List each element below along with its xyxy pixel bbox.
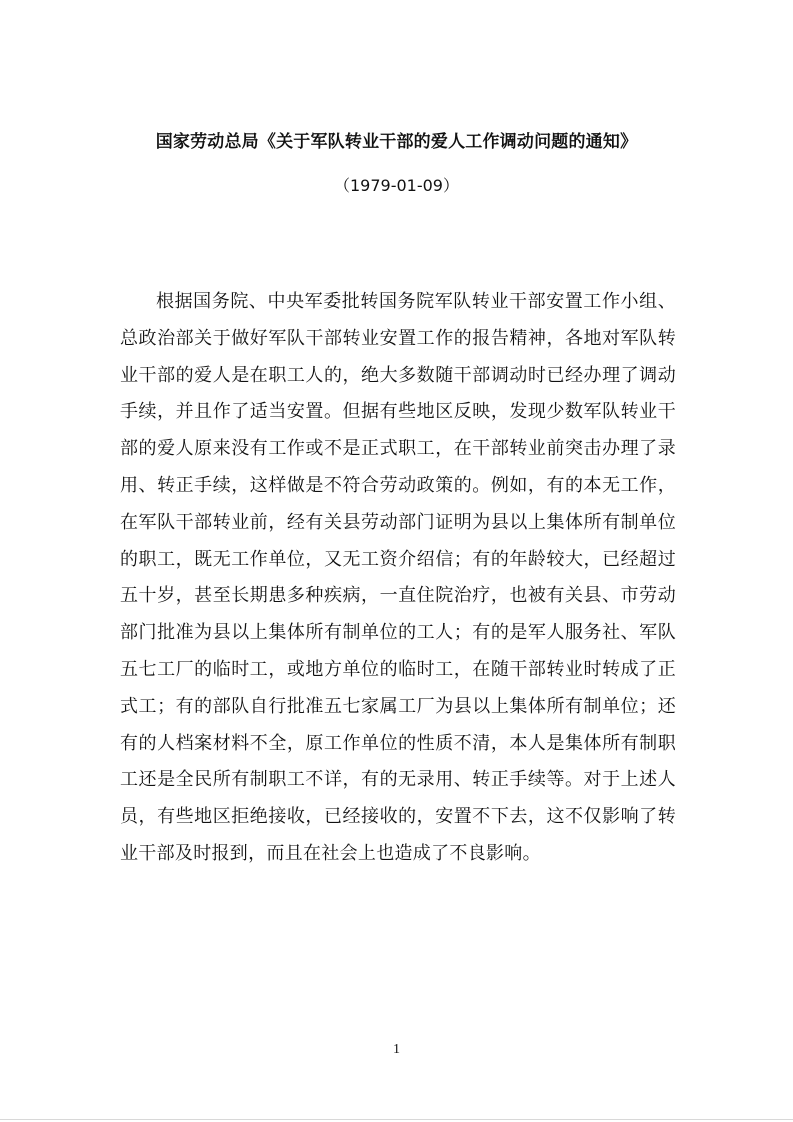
document-title: 国家劳动总局《关于军队转业干部的爱人工作调动问题的通知》 [155,132,638,152]
document-date: （1979-01-09） [334,176,459,195]
body-paragraph: 根据国务院、中央军委批转国务院军队转业干部安置工作小组、总政治部关于做好军队干部转业安置工作的报告精神，各地对军队转业干部的爱人是在职工人的，绝大多数随干部调动时已经办理了调动手续，并且作了适当安置。但据有些地区反映，发现少数军队转业干部的爱人原来没有工作或不是正式职工，在干部转业前突击办理了录用、转正手续，这样做是不符合劳动政策的。例如，有的本无工作，在军队干部转业前，经有关县劳动部门证明为县以上集体所有制单位的职工，既无工作单位，又无工资介绍信；有的年龄较大，已经超过五十岁，甚至长期患多种疾病，一直住院治疗，也被有关县、市劳动部门批准为县以上集体所有制单位的工人；有的是军人服务社、军队五七工厂的临时工，或地方单位的临时工，在随干部转业时转成了正式工；有的部队自行批准五七家属工厂为县以上集体所有制单位；还有的人档案材料不全，原工作单位的性质不清，本人是集体所有制职工还是全民所有制职工不详，有的无录用、转正手续等。对于上述人员，有些地区拒绝接收，已经接收的，安置不下去，这不仅影响了转业干部及时报到，而且在社会上也造成了不良影响。 [120,291,676,864]
page-number: 1 [393,1042,400,1057]
page-bottom-divider [0,1119,793,1120]
